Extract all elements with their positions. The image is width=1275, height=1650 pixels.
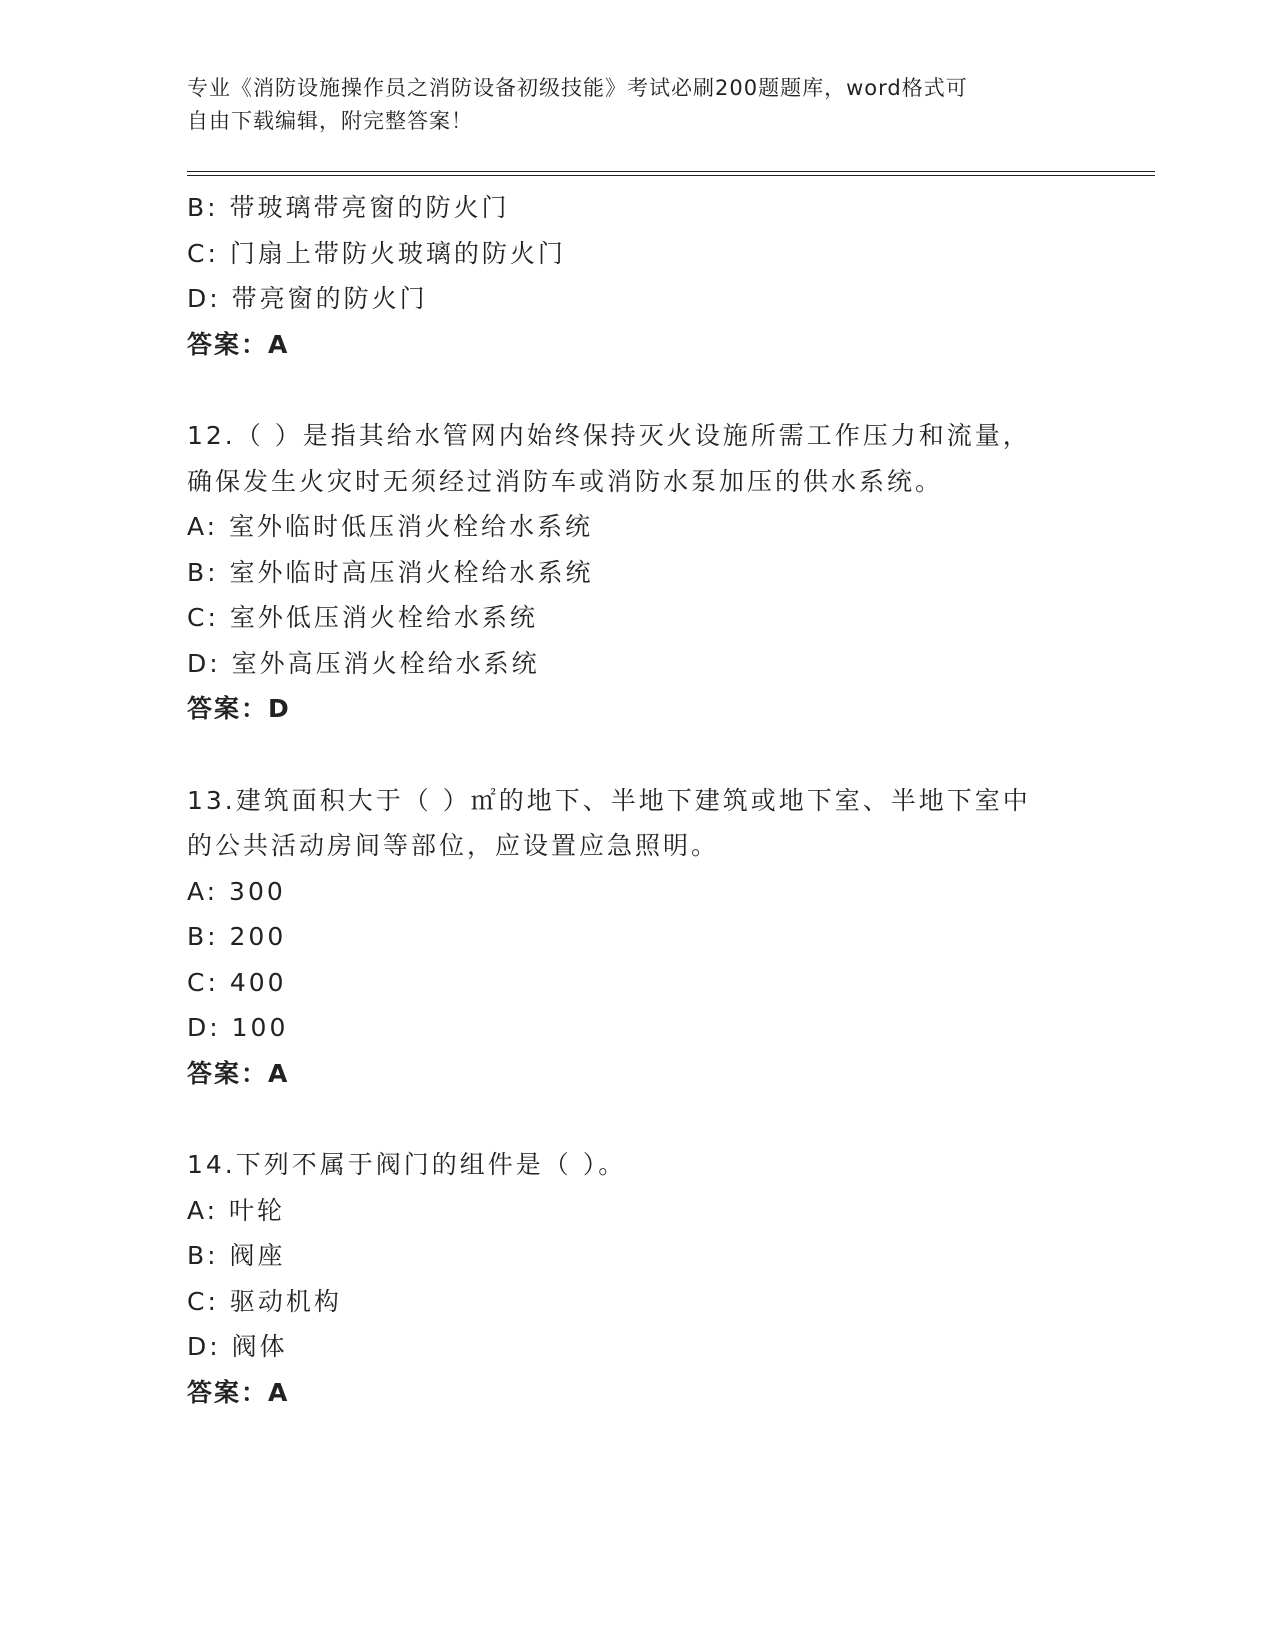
option-letter: D: [187,1013,221,1042]
option-letter: D: [187,1332,221,1361]
option-line [187,960,1087,1006]
question-content [187,185,1087,1415]
header-line-2: 自由下载编辑，附完整答案！ [187,109,473,133]
option-text: 门扇上带防火玻璃的防火门 [229,238,566,268]
option-text: 400 [229,967,287,997]
option-letter: A: [187,512,219,541]
option-line [187,595,1087,641]
option-line [187,914,1087,960]
option-text: 叶轮 [229,1195,286,1225]
answer-value: A [268,329,290,359]
header-rule-bottom [187,175,1155,176]
question-stem-line: 的公共活动房间等部位，应设置应急照明。 [187,831,720,860]
option-letter: C: [187,238,219,268]
option-letter: C: [187,967,219,997]
option-line [187,1005,1087,1051]
answer-label: 答案： [187,1058,269,1088]
answer-line [187,1051,1087,1097]
option-letter: D: [187,648,221,678]
option-text: 驱动机构 [229,1286,342,1316]
option-text: 100 [231,1013,289,1042]
option-text: 带玻璃带亮窗的防火门 [229,193,510,222]
option-text: 室外临时低压消火栓给水系统 [229,512,594,541]
option-line [187,231,1087,277]
question-stem-line: 确保发生火灾时无须经过消防车或消防水泵加压的供水系统。 [187,466,944,496]
answer-line [187,1370,1087,1416]
option-line [187,1324,1087,1370]
option-line [187,276,1087,322]
option-letter: B: [187,922,219,951]
option-line [187,550,1087,596]
option-text: 200 [229,922,287,951]
answer-value: D [268,694,291,723]
question-stem-line: 12.（ ）是指其给水管网内始终保持灭火设施所需工作压力和流量， [187,421,1031,450]
question-14 [187,1142,1087,1415]
continued-question [187,185,1087,367]
answer-value: A [268,1058,290,1088]
option-text: 室外低压消火栓给水系统 [229,603,538,632]
option-text: 室外临时高压消火栓给水系统 [229,557,594,587]
option-text: 阀体 [231,1332,288,1361]
option-line [187,1233,1087,1279]
answer-line [187,322,1087,368]
header-rule-top [187,171,1155,172]
answer-value: A [268,1377,290,1407]
question-stem-line: 14.下列不属于阀门的组件是（ ）。 [187,1150,627,1179]
option-text: 阀座 [229,1241,286,1270]
answer-line [187,686,1087,732]
option-letter: B: [187,1241,219,1270]
option-letter: B: [187,557,219,587]
option-line [187,504,1087,550]
option-letter: C: [187,603,219,632]
answer-label: 答案： [187,329,269,359]
option-line [187,185,1087,231]
option-text: 室外高压消火栓给水系统 [231,648,540,678]
answer-label: 答案： [187,694,269,723]
question-13 [187,778,1087,1097]
document-header [187,72,1067,138]
option-letter: D: [187,284,221,313]
option-line [187,1279,1087,1325]
option-line [187,1188,1087,1234]
option-letter: A: [187,876,219,906]
option-line [187,641,1087,687]
question-12 [187,413,1087,732]
option-text: 300 [229,876,286,906]
option-letter: C: [187,1286,219,1316]
option-text: 带亮窗的防火门 [231,284,428,313]
answer-label: 答案： [187,1377,269,1407]
option-letter: B: [187,193,219,222]
question-stem-line: 13.建筑面积大于（ ）㎡的地下、半地下建筑或地下室、半地下室中 [187,785,1031,815]
header-line-1: 专业《消防设施操作员之消防设备初级技能》考试必刷200题题库，word格式可 [187,76,968,100]
option-letter: A: [187,1195,219,1225]
option-line [187,869,1087,915]
